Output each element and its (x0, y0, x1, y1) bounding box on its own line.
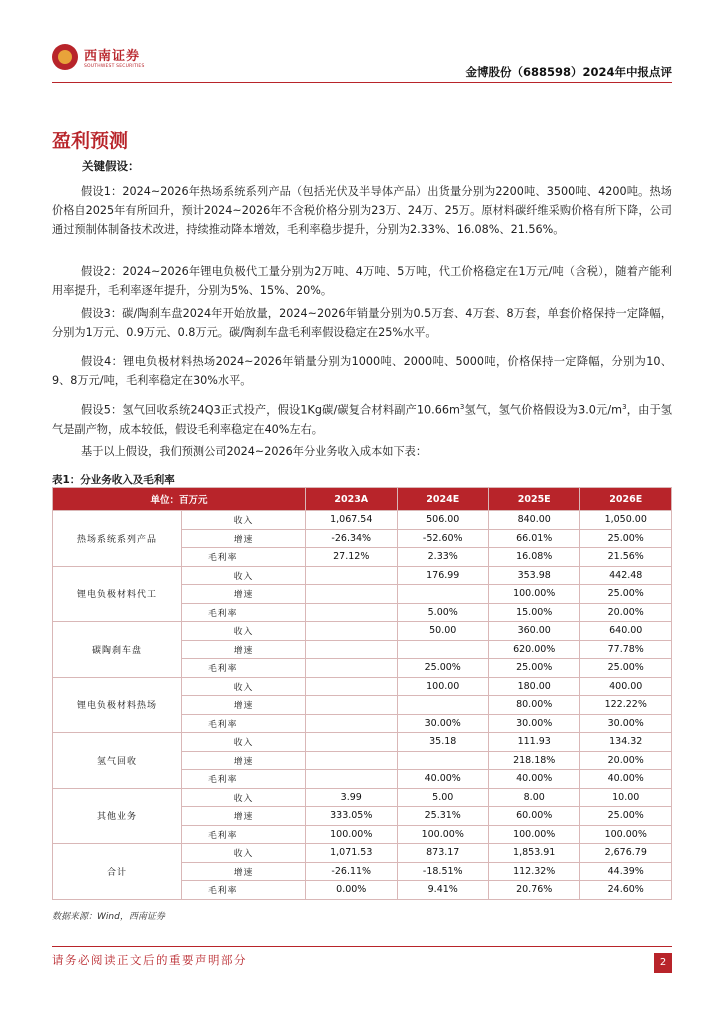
value-cell: 640.00 (580, 622, 672, 641)
metric-label: 收入 (182, 677, 306, 696)
metric-label: 毛利率 (182, 770, 306, 789)
assumption-paragraph-3: 假设3：碳/陶刹车盘2024年开始放量，2024~2026年销量分别为0.5万套、4万套、8万套，单套价格保持一定降幅，分别为1万元、0.9万元、0.8万元。碳/陶刹车盘毛利率假设稳定在25%水平。 (52, 307, 672, 339)
value-cell (306, 677, 398, 696)
section-title: 盈利预测 (52, 130, 129, 152)
value-cell: 100.00 (397, 677, 488, 696)
value-cell: 111.93 (488, 733, 580, 752)
segment-name: 锂电负极材料代工 (53, 566, 182, 622)
segment-name: 其他业务 (53, 788, 182, 844)
value-cell: 873.17 (397, 844, 488, 863)
value-cell: 9.41% (397, 881, 488, 900)
metric-label: 毛利率 (182, 881, 306, 900)
value-cell: 5.00% (397, 603, 488, 622)
table-row (53, 788, 672, 807)
value-cell: 20.00% (580, 603, 672, 622)
metric-label: 毛利率 (182, 548, 306, 567)
value-cell: 3.99 (306, 788, 398, 807)
year-header: 2024E (397, 488, 488, 511)
metric-label: 毛利率 (182, 825, 306, 844)
metric-label: 增速 (182, 751, 306, 770)
table-row (53, 733, 672, 752)
value-cell: 333.05% (306, 807, 398, 826)
value-cell: 27.12% (306, 548, 398, 567)
metric-label: 毛利率 (182, 659, 306, 678)
value-cell (397, 585, 488, 604)
segment-name: 合计 (53, 844, 182, 900)
company-logo (52, 44, 145, 70)
year-header: 2023A (306, 488, 398, 511)
key-assumptions-title: 关键假设： (82, 159, 140, 173)
value-cell (306, 659, 398, 678)
value-cell: 620.00% (488, 640, 580, 659)
value-cell (306, 751, 398, 770)
metric-label: 增速 (182, 585, 306, 604)
value-cell: 25.00% (580, 807, 672, 826)
footer-divider (52, 946, 672, 947)
value-cell (397, 696, 488, 715)
metric-label: 增速 (182, 640, 306, 659)
metric-label: 毛利率 (182, 603, 306, 622)
value-cell: 100.00% (488, 825, 580, 844)
value-cell: 442.48 (580, 566, 672, 585)
value-cell: 25.00% (580, 529, 672, 548)
revenue-margin-table (52, 487, 672, 900)
value-cell (306, 640, 398, 659)
value-cell: 16.08% (488, 548, 580, 567)
value-cell: 360.00 (488, 622, 580, 641)
value-cell: 176.99 (397, 566, 488, 585)
value-cell: 50.00 (397, 622, 488, 641)
value-cell: 100.00% (488, 585, 580, 604)
table-header-row (53, 488, 672, 511)
unit-header: 单位：百万元 (53, 488, 306, 511)
value-cell: 21.56% (580, 548, 672, 567)
value-cell: 66.01% (488, 529, 580, 548)
value-cell: 5.00 (397, 788, 488, 807)
value-cell (306, 566, 398, 585)
value-cell: 1,067.54 (306, 511, 398, 530)
value-cell: 25.00% (397, 659, 488, 678)
metric-label: 收入 (182, 511, 306, 530)
footer-disclaimer: 请务必阅读正文后的重要声明部分 (52, 953, 247, 967)
header-divider (52, 82, 672, 83)
assumption-paragraph-2: 假设2：2024~2026年锂电负极代工量分别为2万吨、4万吨、5万吨，代工价格稳定在1万元/吨（含税），随着产能利用率提升，毛利率逐年提升，分别为5%、15%、20%。 (52, 265, 672, 297)
value-cell: 24.60% (580, 881, 672, 900)
value-cell (306, 603, 398, 622)
value-cell: 60.00% (488, 807, 580, 826)
value-cell: -52.60% (397, 529, 488, 548)
logo-cn: 西南证券 (84, 49, 141, 64)
value-cell: 122.22% (580, 696, 672, 715)
value-cell: 80.00% (488, 696, 580, 715)
value-cell: 180.00 (488, 677, 580, 696)
value-cell: 1,050.00 (580, 511, 672, 530)
segment-name: 碳陶刹车盘 (53, 622, 182, 678)
value-cell (306, 770, 398, 789)
value-cell: 30.00% (488, 714, 580, 733)
assumption-paragraph-5: 假设5：氢气回收系统24Q3正式投产，假设1Kg碳/碳复合材料副产$10.66m^3$氢气，氢气价格假设为3.0元$/m^3$，由于氢气是副产物，成本较低，假设毛利率稳定在40%左右。 (52, 403, 672, 436)
value-cell: 400.00 (580, 677, 672, 696)
value-cell: 10.00 (580, 788, 672, 807)
value-cell: 20.76% (488, 881, 580, 900)
value-cell (306, 714, 398, 733)
value-cell (306, 622, 398, 641)
value-cell: 100.00% (580, 825, 672, 844)
table-row (53, 622, 672, 641)
metric-label: 收入 (182, 622, 306, 641)
metric-label: 增速 (182, 696, 306, 715)
value-cell: 30.00% (397, 714, 488, 733)
value-cell: 1,071.53 (306, 844, 398, 863)
value-cell: 100.00% (306, 825, 398, 844)
value-cell: 20.00% (580, 751, 672, 770)
page-number: 2 (654, 953, 672, 973)
value-cell: 134.32 (580, 733, 672, 752)
value-cell (306, 696, 398, 715)
table-row (53, 566, 672, 585)
value-cell: 25.00% (580, 585, 672, 604)
metric-label: 收入 (182, 844, 306, 863)
value-cell: 8.00 (488, 788, 580, 807)
value-cell: 218.18% (488, 751, 580, 770)
segment-name: 锂电负极材料热场 (53, 677, 182, 733)
value-cell: 112.32% (488, 862, 580, 881)
value-cell: 100.00% (397, 825, 488, 844)
metric-label: 收入 (182, 566, 306, 585)
segment-name: 热场系统系列产品 (53, 511, 182, 567)
value-cell: -26.34% (306, 529, 398, 548)
value-cell (397, 640, 488, 659)
value-cell (306, 585, 398, 604)
metric-label: 收入 (182, 733, 306, 752)
assumption-paragraph-4: 假设4：锂电负极材料热场2024~2026年销量分别为1000吨、2000吨、5000吨，价格保持一定降幅，分别为10、9、8万元/吨，毛利率稳定在30%水平。 (52, 355, 672, 387)
metric-label: 毛利率 (182, 714, 306, 733)
value-cell (306, 733, 398, 752)
report-title: 金博股份（688598）2024年中报点评 (465, 65, 672, 79)
table-row (53, 677, 672, 696)
metric-label: 增速 (182, 862, 306, 881)
metric-label: 收入 (182, 788, 306, 807)
value-cell: 2,676.79 (580, 844, 672, 863)
value-cell: 25.00% (580, 659, 672, 678)
logo-en: SOUTHWEST SECURITIES (84, 64, 145, 69)
value-cell: 25.31% (397, 807, 488, 826)
value-cell: -18.51% (397, 862, 488, 881)
value-cell: -26.11% (306, 862, 398, 881)
value-cell: 44.39% (580, 862, 672, 881)
value-cell: 353.98 (488, 566, 580, 585)
value-cell: 30.00% (580, 714, 672, 733)
value-cell: 25.00% (488, 659, 580, 678)
value-cell: 2.33% (397, 548, 488, 567)
value-cell (397, 751, 488, 770)
segment-name: 氢气回收 (53, 733, 182, 789)
value-cell: 35.18 (397, 733, 488, 752)
value-cell: 840.00 (488, 511, 580, 530)
table-row (53, 844, 672, 863)
metric-label: 增速 (182, 529, 306, 548)
metric-label: 增速 (182, 807, 306, 826)
value-cell: 40.00% (488, 770, 580, 789)
year-header: 2026E (580, 488, 672, 511)
value-cell: 15.00% (488, 603, 580, 622)
logo-mark-icon (52, 44, 78, 70)
summary-paragraph: 基于以上假设，我们预测公司2024~2026年分业务收入成本如下表： (81, 445, 428, 458)
value-cell: 40.00% (580, 770, 672, 789)
value-cell: 1,853.91 (488, 844, 580, 863)
year-header: 2025E (488, 488, 580, 511)
value-cell: 506.00 (397, 511, 488, 530)
data-source: 数据来源：Wind，西南证券 (52, 912, 165, 922)
table-title: 表1：分业务收入及毛利率 (52, 474, 175, 486)
table-row (53, 511, 672, 530)
value-cell: 0.00% (306, 881, 398, 900)
assumption-paragraph-1: 假设1：2024~2026年热场系统系列产品（包括光伏及半导体产品）出货量分别为2200吨、3500吨、4200吨。热场价格自2025年有所回升，预计2024~2026年不含税价格分别为23万、24万、25万。原材料碳纤维采购价格有所下降，公司通过预制体制备技术改进，持续推动降本增效，毛利率稳步提升，分别为2.33%、16.08%、21.56%。 (52, 185, 672, 236)
value-cell: 77.78% (580, 640, 672, 659)
value-cell: 40.00% (397, 770, 488, 789)
